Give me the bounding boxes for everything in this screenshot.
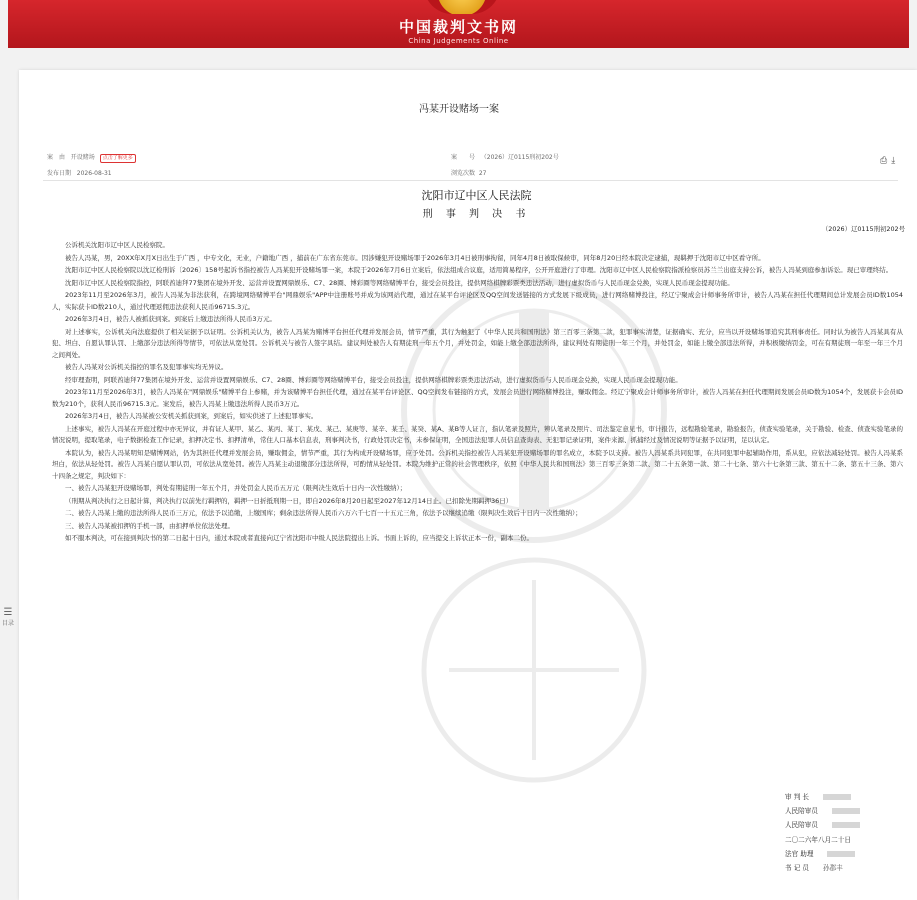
views-label: 浏览次数 [451, 170, 476, 177]
toc-toggle[interactable] [0, 608, 16, 627]
redacted-name [832, 822, 860, 828]
paragraph: （刑期从判决执行之日起计算，判决执行以前先行羁押的，羁押一日折抵刑期一日，即自2026年8月20日起至2027年12月14日止。已扣除先期羁押36日） [65, 496, 513, 505]
clerk-label: 书 记 员 [785, 864, 809, 873]
print-icon[interactable]: ⎙ [880, 156, 888, 166]
redacted-name [832, 808, 860, 814]
number-value: （2026）辽0115刑初202号 [480, 154, 559, 161]
release-date [47, 168, 112, 177]
release-value: 2026-08-31 [76, 170, 112, 177]
redacted-name [823, 794, 851, 800]
case-cause [47, 152, 136, 163]
views-value: 27 [478, 170, 487, 177]
redacted-name [827, 851, 855, 857]
toc-label: 目录 [1, 620, 14, 627]
judgment-date: 二〇二六年八月二十日 [785, 835, 851, 844]
signature-block [785, 790, 860, 875]
paragraph: 被告人冯某对公诉机关指控的罪名及犯罪事实均无异议。 [65, 363, 228, 371]
paragraph: 被告人冯某，男，20XX年X月X日出生于广西 ，中专文化，无业，户籍地广西 ，捕前在广东省东莞市。因涉嫌犯开设赌场罪于2026年3月4日被刑事拘留，同年4月8日被取保候审，同年8月20日经本院决定逮捕，现羁押于沈阳市辽中区看守所。 [65, 253, 765, 262]
paragraph: 二、被告人冯某上缴的违法所得人民币三万元，依法予以追缴，上缴国库；剩余违法所得人民币六万六千七百一十五元三角，依法予以继续追缴（限判决生效后十日内一次性缴纳）； [65, 509, 582, 517]
paragraph: 经审理查明，阿联酋迪拜77集团在境外开发、运营并设置网鼎娱乐、C7、28圈、博彩圈等网络赌博平台，接受会员投注，提供网络棋牌彩票类违法活动，进行虚拟货币与人民币现金兑换，实现人民币现金提现功能。 [65, 375, 682, 384]
paragraph: 2023年11月至2026年3月，被告人冯某为非法获利，在跨境网络赌博平台"网鼎娱乐"APP中注册账号并成为该网站代理，通过在某平台评论区及QQ空间发送链接的方式发展下级成员，进行网络赌博投注，经辽宁聚成会计师事务所审计，被告人冯某在担任代理期间总计发展会员ID数1054人，实际获卡ID数210人，通过代理返佣违法获利人民币96715.3元。 [52, 291, 903, 311]
document-type: 刑 事 判 决 书 [422, 209, 531, 220]
menu-icon: ☰ [3, 607, 13, 618]
paragraph: 沈阳市辽中区人民检察院以沈辽检刑诉〔2026〕158号起诉书指控被告人冯某犯开设赌场罪一案，本院于2026年7月6日立案后，依法组成合议庭，适用简易程序，公开开庭进行了审理。沈阳市辽中区人民检察院指派检察员苏兰兰出庭支持公诉，被告人冯某到庭参加诉讼。现已审理终结。 [65, 266, 893, 274]
paragraph: 2026年3月4日，被告人被抓获到案。到案后上缴违法所得人民币3万元。 [65, 315, 276, 323]
paragraph: 对上述事实，公诉机关向法庭提供了相关证据予以证明。公诉机关认为，被告人冯某为赌博平台担任代理并发展会员，情节严重，其行为触犯了《中华人民共和国刑法》第三百零三条第二款，犯罪事实清楚，证据确实、充分，应当以开设赌场罪追究其刑事责任。同时认为被告人冯某具有从犯、坦白、自愿认罪认罚、上缴部分违法所得等情节，可依法从宽处罚。公诉机关与被告人签字具结。建议判处被告人有期徒刑一年五个月，并处罚金，如能上缴全部违法所得，建议判处有期徒刑一年三个月，并处罚金，如能上缴全部违法所得，并积极缴纳罚金，可在有期徒刑一年至一年三个月之间判处。 [52, 327, 903, 359]
case-title: 冯某开设赌场一案 [419, 104, 499, 115]
case-number [451, 152, 559, 161]
paragraph: 本院认为，被告人冯某明知是赌博网站，仍为其担任代理并发展会员，赚取佣金，情节严重，其行为构成开设赌场罪，应予处罚。公诉机关指控被告人冯某犯开设赌场罪的罪名成立，本院予以支持。被告人冯某系共同犯罪，在共同犯罪中起辅助作用，系从犯，应依法减轻处罚。被告人冯某系坦白，依法从轻处罚。被告人冯某自愿认罪认罚，可依法从宽处罚。被告人冯某主动退缴部分违法所得，可酌情从轻处罚。本院为维护正常的社会管理秩序，依照《中华人民共和国刑法》第三百零三条第二款、第二十五条第一款、第二十七条、第六十七条第三款、第五十二条、第五十三条、第六十四条之规定，判决如下： [52, 448, 903, 480]
juror-label: 人民陪审员 [785, 807, 818, 816]
paragraph: 如不服本判决，可在接到判决书的第二日起十日内，通过本院或者直接向辽宁省沈阳市中级人民法院提出上诉。书面上诉的，应当提交上诉状正本一份，副本二份。 [65, 534, 533, 542]
assistant-label: 法官 助理 [785, 849, 814, 858]
site-subtitle: China Judgements Online [408, 37, 509, 45]
paragraph: 上述事实，被告人冯某在开庭过程中亦无异议，并有证人某甲、某乙、某丙、某丁、某戊、某己、某庚等、某辛、某壬、某癸、某A、某B等人证言，指认笔录及照片，辨认笔录及照片、司法鉴定意见书，审计报告，远程勘验笔录，勘验报告，侦查实验笔录，关于勘验、检查、侦查实验笔录的情况说明，提取笔录，电子数据检查工作记录，扣押决定书、扣押清单，常住人口基本信息表，刑事判决书，行政处罚决定书，未参保证明，全国违法犯罪人员信息查询表、无犯罪记录证明，案件来源、抓捕经过及情况说明等证据予以证明，足以认定。 [52, 424, 903, 444]
cause-more-link[interactable]: 点击了解更多 [100, 154, 136, 163]
number-label: 案 号 [451, 154, 476, 161]
paragraph: 沈阳市辽中区人民检察院指控，阿联酋迪拜77集团在境外开发、运营并设置网鼎娱乐、C7、28圈、博彩圈等网络赌博平台，接受会员投注，提供网络棋牌彩票类违法活动，进行虚拟货币与人民币现金兑换，实现人民币现金提现功能。 [65, 278, 734, 287]
clerk-name: 孙郡丰 [822, 864, 843, 873]
cause-value: 开设赌场 [70, 154, 95, 161]
meta-divider [43, 180, 898, 181]
document-number: （2026）辽0115刑初202号 [821, 225, 905, 233]
cause-label: 案 由 [47, 154, 66, 161]
release-label: 发布日期 [47, 170, 72, 177]
document-paper [19, 70, 917, 900]
paragraph: 一、被告人冯某犯开设赌场罪，判处有期徒刑一年五个月，并处罚金人民币五万元（限判决生效后十日内一次性缴纳）； [65, 484, 407, 492]
judge-label: 审 判 长 [785, 793, 809, 801]
paragraph: 2026年3月4日，被告人冯某被公安机关抓获到案，到案后，如实供述了上述犯罪事实。 [65, 412, 318, 420]
download-icon[interactable]: ⤓ [891, 156, 896, 166]
juror-label: 人民陪审员 [785, 821, 818, 830]
site-title: 中国裁判文书网 [398, 18, 518, 36]
view-count [451, 168, 486, 177]
paragraph: 2023年11月至2026年3月，被告人冯某在"网鼎娱乐"赌博平台上参赌，并为该赌博平台担任代理，通过在某平台评论区、QQ空间发布链接的方式，发展会员进行网络赌博投注，赚取佣金。经辽宁聚成会计师事务所审计，被告人冯某在担任代理期间发展会员ID数为1054个，发展获卡会员ID数为210个，获利人民币96715.3元。案发后，被告人冯某上缴违法所得人民币3万元。 [52, 388, 903, 408]
site-banner [8, 0, 909, 48]
paragraph: 三、被告人冯某被扣押的手机一部，由扣押单位依法处理。 [65, 521, 234, 530]
court-name: 沈阳市辽中区人民法院 [421, 189, 532, 202]
document-body [52, 240, 903, 546]
paragraph: 公诉机关沈阳市辽中区人民检察院。 [65, 241, 169, 249]
national-emblem-icon [424, 0, 500, 14]
doc-actions [880, 156, 910, 166]
